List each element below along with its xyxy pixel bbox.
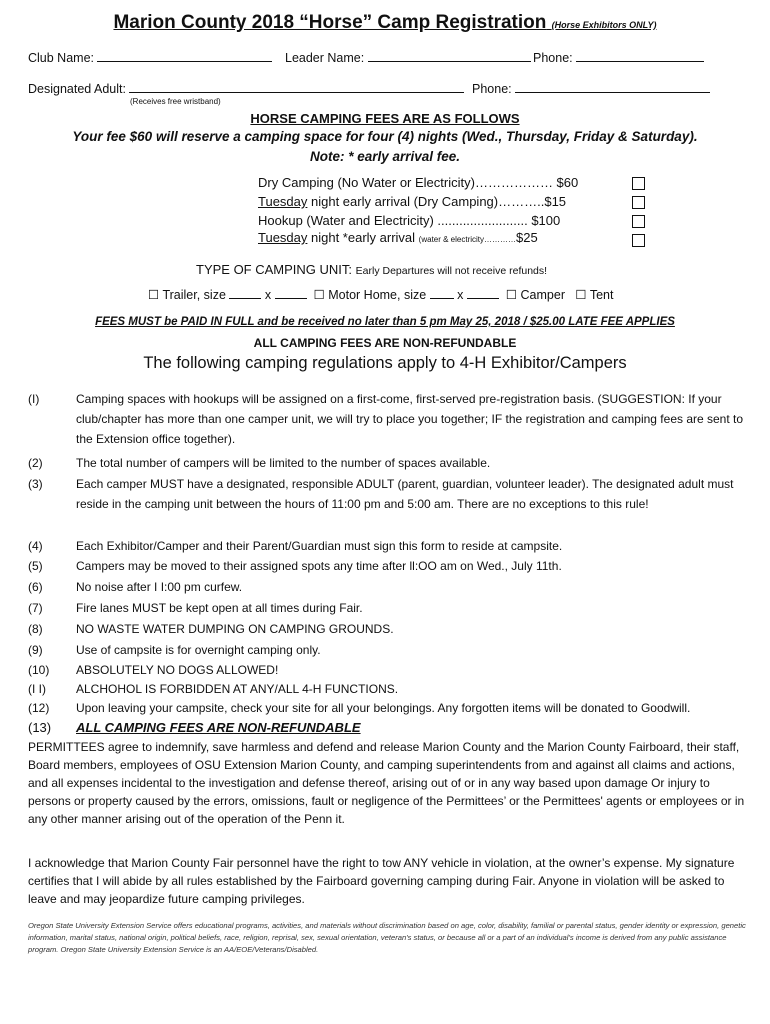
fee-item-hookup: Hookup (Water and Electricity) ......................... $100	[258, 213, 561, 228]
camping-unit-heading: TYPE OF CAMPING UNIT: Early Departures will not receive refunds!	[196, 262, 548, 277]
regulations-heading: The following camping regulations apply to 4-H Exhibitor/Campers	[143, 354, 627, 372]
acknowledge-paragraph: I acknowledge that Marion County Fair personnel have the right to tow ANY vehicle in violation, at the owner’s expense. My signature certifies that I will abide by all rules established by the Fairboard governing camping during Fair. Anyone in violation will be asked to leave and may jeopardize future camping privileges.	[28, 856, 735, 906]
motor-home-size-input-2[interactable]	[467, 286, 499, 299]
camper-checkbox[interactable]: ☐ Camper	[505, 288, 565, 302]
indemnify-paragraph: PERMITTEES agree to indemnify, save harmless and defend and release Marion County and the Marion County Fairboard, their staff, Board members, employees of OSU Extension Marion County, and camping superintendents from and against all claims and actions, and all expenses incidental to the investigation and defense thereof, arising out of or in any way based upon damage Or injury to persons or property caused by the errors, omissions, fault or negligence of the Permittees’ or the Permittees' agents or employees or in any other manner arising out of the operation of the Penn it.	[28, 740, 745, 826]
fee-checkbox-tuesday-hookup[interactable]	[632, 234, 645, 247]
motor-home-checkbox[interactable]: ☐ Motor Home, size	[313, 288, 427, 302]
leader-name-input[interactable]	[368, 49, 531, 62]
phone2-input[interactable]	[515, 80, 710, 93]
tent-checkbox[interactable]: ☐ Tent	[575, 288, 614, 302]
payment-deadline: FEES MUST be PAID IN FULL and be received no later than 5 pm May 25, 2018 / $25.00 LATE FEE APPLIES	[95, 316, 675, 328]
wristband-note: (Receives free wristband)	[130, 97, 221, 106]
fees-line1: Your fee $60 will reserve a camping space for four (4) nights (Wed., Thursday, Friday & Saturday).	[72, 129, 698, 144]
phone2-field[interactable]: Phone:	[472, 80, 710, 96]
fee-item-dry-camping: Dry Camping (No Water or Electricity)……………… $60	[258, 175, 579, 190]
club-name-field[interactable]: Club Name:	[28, 49, 272, 65]
fees-heading: HORSE CAMPING FEES ARE AS FOLLOWS	[250, 111, 520, 126]
designated-adult-field[interactable]: Designated Adult:	[28, 80, 464, 96]
leader-name-field[interactable]: Leader Name:	[285, 49, 531, 65]
nondiscrimination-footer: Oregon State University Extension Service offers educational programs, activities, and materials without discrimination based on age, color, disability, familial or parental status, gender identity or expression, genetic information, marital status, national origin, political beliefs, race, religion, reprisal, sex, sexual orientation, veteran's status, or because all or a part of an individual's income is derived from any public assistance program. Oregon State University Extension Service is an AA/EOE/Veterans/Disabled.	[28, 921, 746, 954]
fee-checkbox-hookup[interactable]	[632, 215, 645, 228]
trailer-size-input-2[interactable]	[275, 286, 307, 299]
designated-adult-input[interactable]	[129, 80, 464, 93]
fee-checkbox-dry-camping[interactable]	[632, 177, 645, 190]
page-subtitle: (Horse Exhibitors ONLY)	[551, 20, 657, 30]
fees-note: Note: * early arrival fee.	[309, 149, 461, 164]
fee-item-tuesday-hookup: Tuesday night *early arrival (water & electricity…………$25	[258, 230, 538, 245]
phone-input[interactable]	[576, 49, 704, 62]
fee-item-tuesday-dry: Tuesday night early arrival (Dry Camping)………..$15	[258, 194, 567, 209]
trailer-checkbox[interactable]: ☐ Trailer, size	[148, 288, 226, 302]
page-title: Marion County 2018 “Horse” Camp Registration (Horse Exhibitors ONLY)	[113, 12, 657, 33]
trailer-size-input-1[interactable]	[229, 286, 261, 299]
phone-field[interactable]: Phone:	[533, 49, 704, 65]
fee-checkbox-tuesday-dry[interactable]	[632, 196, 645, 209]
non-refundable-notice: ALL CAMPING FEES ARE NON-REFUNDABLE	[253, 336, 517, 350]
motor-home-size-input-1[interactable]	[430, 286, 454, 299]
club-name-input[interactable]	[97, 49, 272, 62]
camping-unit-options: ☐ Trailer, size x ☐ Motor Home, size x ☐ Camper ☐ Tent	[148, 288, 614, 302]
